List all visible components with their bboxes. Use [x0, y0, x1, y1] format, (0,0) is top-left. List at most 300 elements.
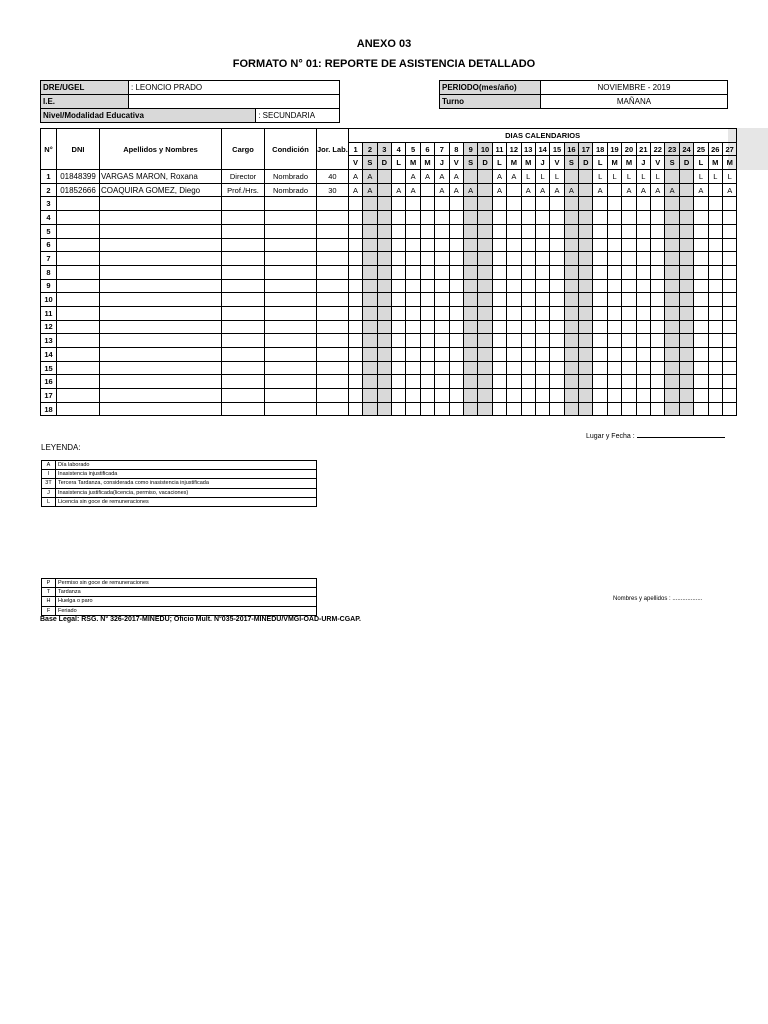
attendance-mark: A	[723, 183, 737, 197]
attendance-mark	[651, 265, 665, 279]
attendance-mark	[435, 320, 449, 334]
attendance-mark	[723, 320, 737, 334]
attendance-mark	[694, 361, 708, 375]
attendance-mark	[550, 389, 564, 403]
attendance-mark	[679, 320, 693, 334]
attendance-mark	[363, 375, 377, 389]
attendance-mark	[708, 402, 722, 416]
row-name	[100, 211, 222, 225]
attendance-mark	[507, 238, 521, 252]
attendance-mark	[521, 252, 535, 266]
row-number: 6	[41, 238, 57, 252]
attendance-mark	[708, 361, 722, 375]
attendance-mark	[665, 170, 679, 184]
attendance-mark	[665, 238, 679, 252]
row-dni	[57, 320, 100, 334]
attendance-mark	[420, 211, 434, 225]
attendance-mark	[579, 402, 593, 416]
attendance-mark	[636, 293, 650, 307]
attendance-mark	[449, 293, 463, 307]
attendance-mark: A	[593, 183, 607, 197]
attendance-mark	[607, 211, 621, 225]
ie-label: I.E.	[41, 95, 129, 109]
row-condicion	[265, 224, 317, 238]
attendance-mark	[535, 402, 549, 416]
attendance-mark	[723, 334, 737, 348]
attendance-mark	[679, 265, 693, 279]
attendance-mark	[607, 279, 621, 293]
attendance-mark	[507, 334, 521, 348]
attendance-mark	[492, 293, 506, 307]
attendance-mark	[636, 361, 650, 375]
attendance-mark	[478, 389, 492, 403]
attendance-mark	[607, 252, 621, 266]
attendance-mark: A	[420, 170, 434, 184]
row-jornada	[317, 279, 349, 293]
day-number: 2	[363, 142, 377, 156]
attendance-mark: L	[550, 170, 564, 184]
attendance-mark	[607, 320, 621, 334]
attendance-mark	[348, 293, 362, 307]
attendance-mark	[622, 375, 636, 389]
attendance-mark	[521, 348, 535, 362]
attendance-mark	[449, 389, 463, 403]
attendance-mark	[406, 334, 420, 348]
attendance-mark	[723, 238, 737, 252]
attendance-mark	[363, 224, 377, 238]
attendance-mark	[679, 211, 693, 225]
attendance-mark: L	[521, 170, 535, 184]
table-row	[41, 361, 737, 375]
attendance-mark	[377, 238, 391, 252]
attendance-mark	[406, 293, 420, 307]
attendance-mark	[377, 402, 391, 416]
attendance-mark	[665, 375, 679, 389]
attendance-mark	[406, 361, 420, 375]
attendance-mark	[651, 375, 665, 389]
attendance-mark	[550, 334, 564, 348]
attendance-mark	[435, 265, 449, 279]
row-cargo: Director	[222, 170, 265, 184]
attendance-mark: A	[363, 183, 377, 197]
row-jornada	[317, 361, 349, 375]
weekday-letter: V	[449, 156, 463, 170]
weekday-letter: L	[593, 156, 607, 170]
attendance-mark	[449, 320, 463, 334]
attendance-mark	[564, 293, 578, 307]
attendance-mark	[593, 375, 607, 389]
attendance-mark	[463, 265, 477, 279]
attendance-mark	[392, 279, 406, 293]
attendance-mark	[449, 197, 463, 211]
row-dni	[57, 252, 100, 266]
attendance-mark: A	[406, 170, 420, 184]
attendance-mark	[607, 402, 621, 416]
attendance-mark	[535, 375, 549, 389]
attendance-mark	[406, 265, 420, 279]
row-condicion	[265, 389, 317, 403]
attendance-mark	[550, 293, 564, 307]
attendance-mark	[636, 402, 650, 416]
attendance-mark	[478, 183, 492, 197]
attendance-mark: L	[622, 170, 636, 184]
attendance-mark	[363, 402, 377, 416]
attendance-mark	[579, 279, 593, 293]
attendance-mark	[579, 320, 593, 334]
weekday-letter: D	[478, 156, 492, 170]
attendance-mark	[392, 211, 406, 225]
attendance-mark	[449, 306, 463, 320]
attendance-mark	[377, 252, 391, 266]
attendance-mark: A	[507, 170, 521, 184]
attendance-mark	[708, 389, 722, 403]
attendance-mark	[521, 279, 535, 293]
attendance-mark	[507, 211, 521, 225]
attendance-mark	[392, 224, 406, 238]
attendance-mark	[377, 279, 391, 293]
attendance-mark	[463, 224, 477, 238]
attendance-mark	[435, 348, 449, 362]
attendance-mark	[392, 334, 406, 348]
attendance-mark: L	[607, 170, 621, 184]
col-header-no: N°	[41, 129, 57, 170]
legend-table-1	[41, 460, 317, 507]
attendance-mark	[377, 334, 391, 348]
attendance-mark	[665, 320, 679, 334]
attendance-mark	[363, 197, 377, 211]
day-number: 26	[708, 142, 722, 156]
row-name	[100, 252, 222, 266]
attendance-mark	[679, 252, 693, 266]
table-row	[41, 252, 737, 266]
names-signature-field: Nombres y apellidos : ..................	[613, 596, 703, 602]
day-number: 10	[478, 142, 492, 156]
attendance-mark	[406, 375, 420, 389]
attendance-mark	[492, 402, 506, 416]
attendance-mark	[449, 361, 463, 375]
day-number: 5	[406, 142, 420, 156]
table-row	[41, 375, 737, 389]
day-number: 9	[463, 142, 477, 156]
row-dni: 01852666	[57, 183, 100, 197]
attendance-mark	[392, 348, 406, 362]
attendance-mark	[694, 320, 708, 334]
attendance-mark	[463, 211, 477, 225]
row-dni: 01848399	[57, 170, 100, 184]
attendance-mark	[708, 375, 722, 389]
attendance-mark	[679, 375, 693, 389]
attendance-mark	[607, 348, 621, 362]
row-condicion	[265, 361, 317, 375]
attendance-mark	[478, 293, 492, 307]
attendance-mark: L	[723, 170, 737, 184]
attendance-mark	[463, 348, 477, 362]
attendance-mark	[708, 265, 722, 279]
attendance-mark	[348, 279, 362, 293]
row-name	[100, 334, 222, 348]
row-number: 4	[41, 211, 57, 225]
attendance-mark	[535, 293, 549, 307]
attendance-mark	[665, 224, 679, 238]
attendance-mark	[406, 348, 420, 362]
table-row	[41, 224, 737, 238]
table-row	[41, 183, 737, 197]
attendance-mark	[420, 279, 434, 293]
row-name	[100, 238, 222, 252]
attendance-mark	[507, 348, 521, 362]
weekday-letter: M	[708, 156, 722, 170]
attendance-mark	[535, 389, 549, 403]
attendance-mark	[521, 402, 535, 416]
attendance-mark	[679, 279, 693, 293]
attendance-mark	[507, 293, 521, 307]
row-dni	[57, 211, 100, 225]
attendance-mark	[607, 265, 621, 279]
attendance-mark	[521, 238, 535, 252]
attendance-mark	[651, 320, 665, 334]
attendance-mark	[507, 279, 521, 293]
attendance-mark	[449, 238, 463, 252]
attendance-mark	[478, 361, 492, 375]
day-number: 18	[593, 142, 607, 156]
attendance-mark	[478, 224, 492, 238]
attendance-mark	[679, 389, 693, 403]
row-dni	[57, 306, 100, 320]
attendance-mark	[708, 183, 722, 197]
attendance-mark	[607, 361, 621, 375]
weekday-letter: S	[665, 156, 679, 170]
attendance-mark	[679, 170, 693, 184]
attendance-mark	[492, 348, 506, 362]
attendance-mark	[593, 320, 607, 334]
row-condicion	[265, 211, 317, 225]
attendance-mark	[420, 375, 434, 389]
attendance-mark	[550, 402, 564, 416]
attendance-mark	[622, 238, 636, 252]
attendance-mark	[392, 293, 406, 307]
legend-row	[42, 470, 317, 479]
weekday-letter: V	[348, 156, 362, 170]
attendance-mark: A	[564, 183, 578, 197]
place-date-field	[586, 431, 725, 440]
attendance-mark	[420, 348, 434, 362]
row-condicion	[265, 334, 317, 348]
attendance-mark	[478, 211, 492, 225]
attendance-mark	[622, 252, 636, 266]
attendance-mark	[392, 265, 406, 279]
legend-code: I	[42, 470, 56, 479]
attendance-mark	[579, 389, 593, 403]
attendance-mark	[708, 224, 722, 238]
attendance-mark: A	[435, 170, 449, 184]
attendance-mark	[507, 197, 521, 211]
attendance-mark	[593, 238, 607, 252]
attendance-mark	[492, 375, 506, 389]
attendance-mark	[492, 224, 506, 238]
row-condicion	[265, 279, 317, 293]
row-jornada	[317, 334, 349, 348]
attendance-mark	[478, 170, 492, 184]
attendance-mark: A	[435, 183, 449, 197]
row-cargo	[222, 265, 265, 279]
attendance-mark	[406, 197, 420, 211]
attendance-mark	[435, 361, 449, 375]
legend-code: F	[42, 606, 56, 615]
attendance-mark	[622, 348, 636, 362]
attendance-mark	[363, 361, 377, 375]
attendance-mark: A	[622, 183, 636, 197]
attendance-mark	[579, 238, 593, 252]
attendance-mark	[651, 238, 665, 252]
attendance-mark	[679, 293, 693, 307]
row-dni	[57, 375, 100, 389]
attendance-mark	[723, 224, 737, 238]
attendance-grid	[40, 128, 737, 416]
attendance-mark: L	[708, 170, 722, 184]
attendance-mark	[679, 183, 693, 197]
attendance-mark	[651, 197, 665, 211]
attendance-mark	[435, 306, 449, 320]
attendance-mark	[723, 293, 737, 307]
attendance-mark	[535, 211, 549, 225]
periodo-value: NOVIEMBRE - 2019	[541, 81, 728, 95]
attendance-mark	[679, 197, 693, 211]
attendance-mark	[679, 334, 693, 348]
weekday-letter: V	[651, 156, 665, 170]
row-name	[100, 361, 222, 375]
attendance-mark: L	[636, 170, 650, 184]
row-jornada	[317, 265, 349, 279]
attendance-mark	[708, 334, 722, 348]
legend-text: Inasistencia justificada(licencia, permiso, vacaciones)	[56, 488, 317, 497]
attendance-mark	[708, 252, 722, 266]
weekday-letter: L	[694, 156, 708, 170]
attendance-mark	[535, 306, 549, 320]
attendance-mark	[420, 361, 434, 375]
weekday-letter: M	[420, 156, 434, 170]
attendance-mark	[636, 306, 650, 320]
legend-row	[42, 606, 317, 615]
attendance-mark	[622, 334, 636, 348]
row-name	[100, 279, 222, 293]
attendance-mark	[363, 389, 377, 403]
attendance-mark	[348, 252, 362, 266]
attendance-mark	[651, 402, 665, 416]
attendance-mark	[507, 402, 521, 416]
col-header-condicion: Condición	[265, 129, 317, 170]
attendance-mark	[579, 348, 593, 362]
table-row	[41, 334, 737, 348]
legend-code: J	[42, 488, 56, 497]
attendance-mark	[478, 238, 492, 252]
attendance-mark	[694, 375, 708, 389]
attendance-mark	[435, 334, 449, 348]
attendance-mark	[463, 320, 477, 334]
attendance-mark: L	[651, 170, 665, 184]
attendance-mark	[708, 238, 722, 252]
weekday-letter: L	[492, 156, 506, 170]
row-cargo	[222, 320, 265, 334]
attendance-mark	[564, 265, 578, 279]
row-dni	[57, 197, 100, 211]
attendance-mark	[665, 293, 679, 307]
header-left-info	[40, 80, 340, 123]
attendance-mark	[348, 238, 362, 252]
day-number: 13	[521, 142, 535, 156]
attendance-mark	[521, 306, 535, 320]
attendance-mark	[377, 265, 391, 279]
attendance-mark	[521, 361, 535, 375]
attendance-mark	[636, 375, 650, 389]
attendance-mark	[564, 197, 578, 211]
periodo-label: PERIODO(mes/año)	[440, 81, 541, 95]
attendance-mark	[679, 348, 693, 362]
weekday-letter: S	[463, 156, 477, 170]
attendance-mark	[535, 361, 549, 375]
attendance-mark	[651, 334, 665, 348]
weekday-letter: J	[435, 156, 449, 170]
attendance-mark	[492, 197, 506, 211]
attendance-mark: L	[593, 170, 607, 184]
day-number: 16	[564, 142, 578, 156]
attendance-mark	[420, 320, 434, 334]
attendance-mark	[665, 197, 679, 211]
attendance-mark	[363, 306, 377, 320]
attendance-mark	[521, 224, 535, 238]
attendance-mark	[564, 306, 578, 320]
attendance-mark	[377, 224, 391, 238]
attendance-mark	[521, 265, 535, 279]
day-number: 24	[679, 142, 693, 156]
attendance-mark	[723, 252, 737, 266]
ie-value	[129, 95, 340, 109]
row-jornada	[317, 211, 349, 225]
row-jornada	[317, 348, 349, 362]
attendance-mark	[406, 252, 420, 266]
attendance-mark	[636, 320, 650, 334]
day-number: 12	[507, 142, 521, 156]
row-cargo	[222, 197, 265, 211]
attendance-mark	[377, 183, 391, 197]
day-number: 14	[535, 142, 549, 156]
attendance-mark	[507, 265, 521, 279]
legend-row	[42, 588, 317, 597]
legal-basis: Base Legal: RSG. N° 326-2017-MINEDU; Oficio Mult. N°035-2017-MINEDU/VMGI-OAD-URM-CGAP.	[40, 616, 361, 623]
attendance-mark	[694, 211, 708, 225]
attendance-mark	[377, 348, 391, 362]
attendance-mark	[463, 252, 477, 266]
attendance-mark	[449, 334, 463, 348]
attendance-mark	[708, 197, 722, 211]
row-cargo	[222, 402, 265, 416]
attendance-mark	[723, 389, 737, 403]
attendance-mark	[392, 389, 406, 403]
attendance-mark	[348, 348, 362, 362]
attendance-mark	[392, 320, 406, 334]
attendance-mark	[348, 224, 362, 238]
attendance-mark	[665, 279, 679, 293]
nivel-label: Nivel/Modalidad Educativa	[41, 109, 256, 123]
row-name: COAQUIRA GOMEZ, Diego	[100, 183, 222, 197]
attendance-mark	[521, 320, 535, 334]
row-condicion	[265, 320, 317, 334]
attendance-mark: L	[535, 170, 549, 184]
attendance-mark	[679, 361, 693, 375]
legend-text: Tercera Tardanza, considerada como inasistencia injustificada	[56, 479, 317, 488]
day-number: 15	[550, 142, 564, 156]
table-row	[41, 306, 737, 320]
attendance-mark	[679, 306, 693, 320]
